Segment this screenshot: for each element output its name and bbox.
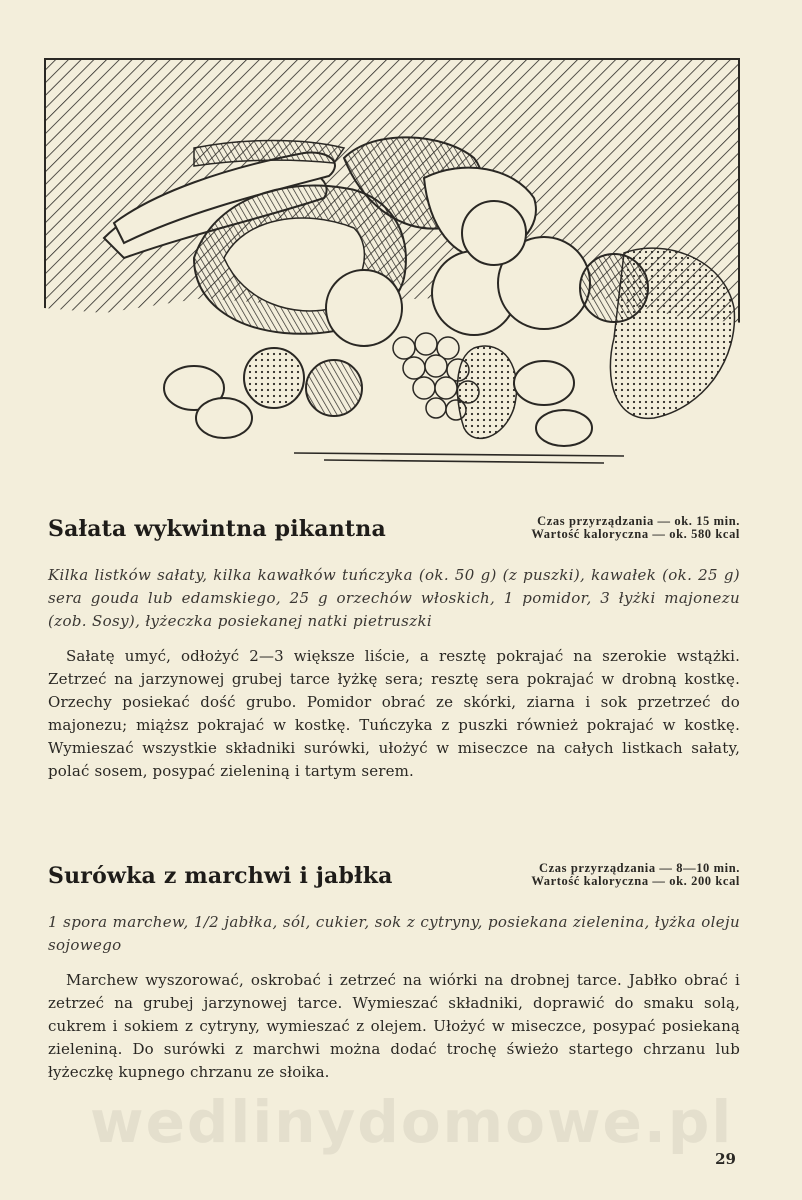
recipe-header: [48, 855, 740, 907]
calorie-value: Wartość kaloryczna — ok. 200 kcal: [531, 874, 740, 888]
ingredients-list: 1 spora marchew, 1/2 jabłka, sól, cukier, sok z cytryny, posiekana zielenina, łyżka oleju sojowego: [48, 913, 740, 954]
recipe-meta: [531, 515, 740, 541]
ingredients-list: Kilka listków sałaty, kilka kawałków tuńczyka (ok. 50 g) (z puszki), kawałek (ok. 25 g) sera gouda lub edamskiego, 25 g orzechów włoskich, 1 pomidor, 3 łyżki majonezu (zob. Sosy), łyżeczka posiekanej natki pietruszki: [48, 566, 740, 630]
recipe-title: Sałata wykwintna pikantna: [48, 516, 386, 542]
recipe-header: [48, 508, 740, 560]
watermark: wedlinydomowe.pl: [90, 1088, 734, 1156]
page-number: 29: [715, 1150, 736, 1168]
prep-time: Czas przyrządzania — ok. 15 min.: [537, 514, 740, 528]
prep-time: Czas przyrządzania — 8—10 min.: [539, 861, 740, 875]
recipe-title: Surówka z marchwi i jabłka: [48, 863, 393, 889]
preparation-method: Sałatę umyć, odłożyć 2—3 większe liście, a resztę pokrajać na szerokie wstążki. Zetrzeć na jarzynowej grubej tarce łyżkę sera; resztę sera pokrajać w drobną kostkę. Orzechy posiekać dość grubo. Pomidor obrać ze skórki, ziarna i sok przetrzeć do majonezu; miąższ pokrajać w kostkę. Tuńczyka z puszki również pokrajać w kostkę. Wymieszać wszystkie składniki surówki, ułożyć w miseczce na całych listkach sałaty, polać sosem, posypać zieleniną i tartym serem.: [48, 647, 740, 780]
recipe-surowka-z-marchwi: [48, 855, 740, 1084]
preparation-method: Marchew wyszorować, oskrobać i zetrzeć na wiórki na drobnej tarce. Jabłko obrać i zetrzeć na grubej jarzynowej tarce. Wymieszać składniki, doprawić do smaku solą, cukrem i sokiem z cytryny, wymieszać z olejem. Ułożyć w miseczce, posypać posiekaną zieleniną. Do surówki z marchwi można dodać trochę świeżo startego chrzanu lub łyżeczkę kupnego chrzanu ze słoika.: [48, 971, 740, 1081]
recipe-salata-wykwintna: [48, 508, 740, 783]
calorie-value: Wartość kaloryczna — ok. 580 kcal: [531, 527, 740, 541]
recipe-meta: [531, 862, 740, 888]
vegetables-fruit-still-life-icon: [44, 58, 744, 478]
